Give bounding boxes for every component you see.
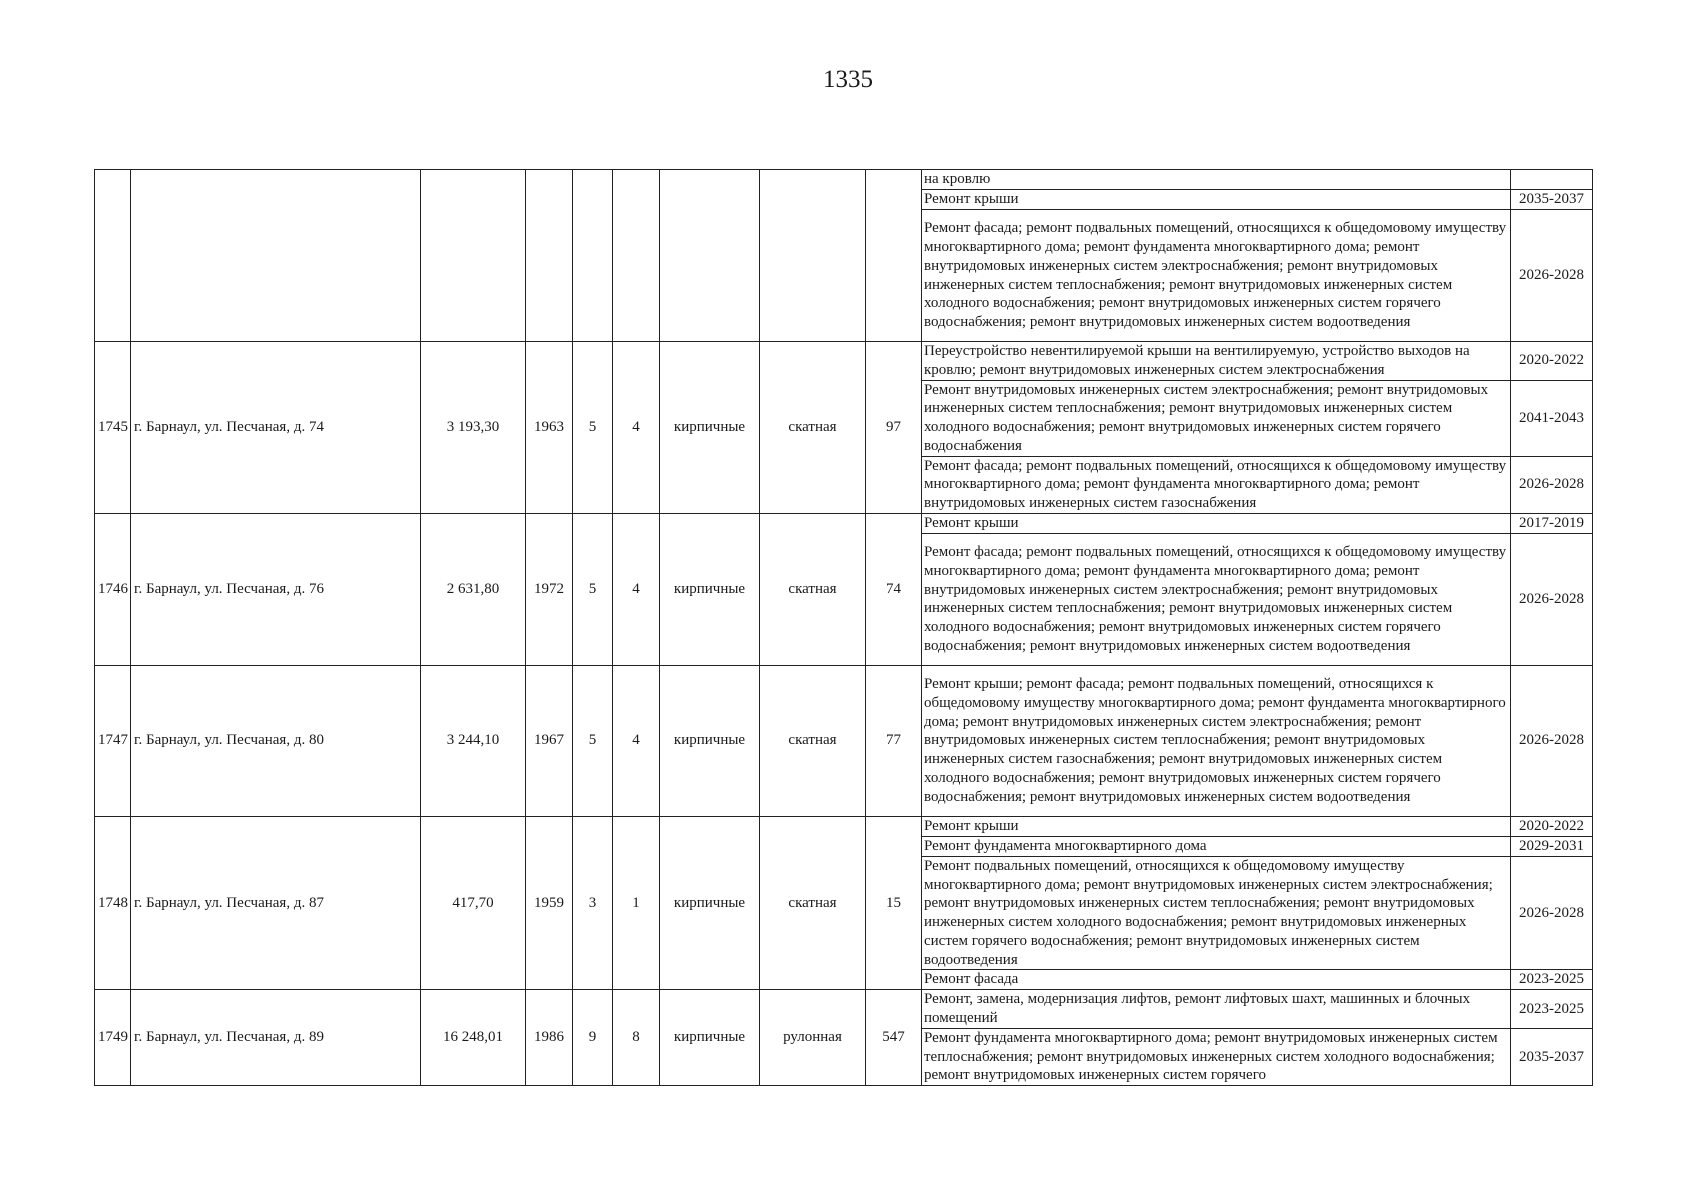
total-area: 417,70 xyxy=(421,816,526,990)
work-period: 2017-2019 xyxy=(1511,513,1593,533)
work-description: Ремонт фасада; ремонт подвальных помещений, относящихся к общедомовому имуществу многоквартирного дома; ремонт фундамента многоквартирного дома; ремонт внутридомовых инженерных систем газоснабжения xyxy=(922,456,1511,513)
floors: 5 xyxy=(573,665,613,816)
residents: 547 xyxy=(866,990,922,1086)
wall-material: кирпичные xyxy=(660,342,760,514)
work-period: 2029-2031 xyxy=(1511,836,1593,856)
work-description: Переустройство невентилируемой крыши на вентилируемую, устройство выходов на кровлю; ремонт внутридомовых инженерных систем электроснабжения xyxy=(922,342,1511,381)
row-number: 1749 xyxy=(95,990,131,1086)
table-row xyxy=(95,816,1593,836)
work-description: Ремонт крыши xyxy=(922,816,1511,836)
entrances: 1 xyxy=(613,816,660,990)
work-period: 2023-2025 xyxy=(1511,970,1593,990)
work-period: 2035-2037 xyxy=(1511,190,1593,210)
work-period: 2023-2025 xyxy=(1511,990,1593,1029)
work-description: Ремонт фасада; ремонт подвальных помещений, относящихся к общедомовому имуществу многоквартирного дома; ремонт фундамента многоквартирного дома; ремонт внутридомовых инженерных систем электроснабжения; ремонт внутридомовых инженерных систем теплоснабжения; ремонт внутридомовых инженерных систем холодного водоснабжения; ремонт внутридомовых инженерных систем горячего водоснабжения; ремонт внутридомовых инженерных систем водоотведения xyxy=(922,210,1511,342)
work-period: 2026-2028 xyxy=(1511,456,1593,513)
entrances: 4 xyxy=(613,513,660,665)
roof-type: рулонная xyxy=(760,990,866,1086)
floors: 3 xyxy=(573,816,613,990)
table-row xyxy=(95,990,1593,1029)
total-area: 16 248,01 xyxy=(421,990,526,1086)
build-year: 1972 xyxy=(526,513,573,665)
work-period: 2026-2028 xyxy=(1511,665,1593,816)
work-description: Ремонт фасада; ремонт подвальных помещений, относящихся к общедомовому имуществу многоквартирного дома; ремонт фундамента многоквартирного дома; ремонт внутридомовых инженерных систем электроснабжения; ремонт внутридомовых инженерных систем теплоснабжения; ремонт внутридомовых инженерных систем холодного водоснабжения; ремонт внутридомовых инженерных систем горячего водоснабжения; ремонт внутридомовых инженерных систем водоотведения xyxy=(922,533,1511,665)
address: г. Барнаул, ул. Песчаная, д. 76 xyxy=(131,513,421,665)
floors: 5 xyxy=(573,513,613,665)
work-period: 2041-2043 xyxy=(1511,380,1593,456)
work-period: 2020-2022 xyxy=(1511,342,1593,381)
work-description: Ремонт внутридомовых инженерных систем электроснабжения; ремонт внутридомовых инженерных систем теплоснабжения; ремонт внутридомовых инженерных систем холодного водоснабжения; ремонт внутридомовых инженерных систем горячего водоснабжения xyxy=(922,380,1511,456)
roof-type: скатная xyxy=(760,513,866,665)
entrances: 8 xyxy=(613,990,660,1086)
address: г. Барнаул, ул. Песчаная, д. 89 xyxy=(131,990,421,1086)
work-description: на кровлю xyxy=(922,170,1511,190)
table-row xyxy=(95,665,1593,816)
address: г. Барнаул, ул. Песчаная, д. 87 xyxy=(131,816,421,990)
total-area: 3 244,10 xyxy=(421,665,526,816)
residents: 15 xyxy=(866,816,922,990)
table-row xyxy=(95,170,1593,190)
row-number: 1746 xyxy=(95,513,131,665)
wall-material: кирпичные xyxy=(660,816,760,990)
row-number: 1747 xyxy=(95,665,131,816)
row-number: 1748 xyxy=(95,816,131,990)
build-year: 1967 xyxy=(526,665,573,816)
wall-material: кирпичные xyxy=(660,665,760,816)
floors: 9 xyxy=(573,990,613,1086)
work-description: Ремонт подвальных помещений, относящихся к общедомовому имуществу многоквартирного дома; ремонт внутридомовых инженерных систем электроснабжения; ремонт внутридомовых инженерных систем теплоснабжения; ремонт внутридомовых инженерных систем холодного водоснабжения; ремонт внутридомовых инженерных систем горячего водоснабжения; ремонт внутридомовых инженерных систем водоотведения xyxy=(922,856,1511,970)
work-description: Ремонт фасада xyxy=(922,970,1511,990)
page-number: 1335 xyxy=(823,66,873,93)
table-row xyxy=(95,342,1593,381)
table-row xyxy=(95,513,1593,533)
housing-repair-table xyxy=(94,169,1593,1086)
row-number: 1745 xyxy=(95,342,131,514)
work-description: Ремонт крыши xyxy=(922,513,1511,533)
roof-type: скатная xyxy=(760,816,866,990)
work-description: Ремонт, замена, модернизация лифтов, ремонт лифтовых шахт, машинных и блочных помещений xyxy=(922,990,1511,1029)
work-period: 2020-2022 xyxy=(1511,816,1593,836)
address: г. Барнаул, ул. Песчаная, д. 80 xyxy=(131,665,421,816)
work-description: Ремонт фундамента многоквартирного дома xyxy=(922,836,1511,856)
work-period xyxy=(1511,170,1593,190)
work-period: 2026-2028 xyxy=(1511,210,1593,342)
total-area: 3 193,30 xyxy=(421,342,526,514)
build-year: 1963 xyxy=(526,342,573,514)
work-period: 2035-2037 xyxy=(1511,1028,1593,1085)
build-year: 1959 xyxy=(526,816,573,990)
entrances: 4 xyxy=(613,342,660,514)
entrances: 4 xyxy=(613,665,660,816)
roof-type: скатная xyxy=(760,342,866,514)
wall-material: кирпичные xyxy=(660,990,760,1086)
work-description: Ремонт крыши xyxy=(922,190,1511,210)
residents: 97 xyxy=(866,342,922,514)
total-area: 2 631,80 xyxy=(421,513,526,665)
address-cell xyxy=(131,170,421,342)
work-description: Ремонт крыши; ремонт фасада; ремонт подвальных помещений, относящихся к общедомовому имуществу многоквартирного дома; ремонт фундамента многоквартирного дома; ремонт внутридомовых инженерных систем электроснабжения; ремонт внутридомовых инженерных систем теплоснабжения; ремонт внутридомовых инженерных систем газоснабжения; ремонт внутридомовых инженерных систем холодного водоснабжения; ремонт внутридомовых инженерных систем горячего водоснабжения; ремонт внутридомовых инженерных систем водоотведения xyxy=(922,665,1511,816)
residents: 77 xyxy=(866,665,922,816)
row-number-cell xyxy=(95,170,131,342)
floors: 5 xyxy=(573,342,613,514)
work-period: 2026-2028 xyxy=(1511,533,1593,665)
work-description: Ремонт фундамента многоквартирного дома; ремонт внутридомовых инженерных систем теплоснабжения; ремонт внутридомовых инженерных систем холодного водоснабжения; ремонт внутридомовых инженерных систем горячего xyxy=(922,1028,1511,1085)
address: г. Барнаул, ул. Песчаная, д. 74 xyxy=(131,342,421,514)
wall-material: кирпичные xyxy=(660,513,760,665)
work-period: 2026-2028 xyxy=(1511,856,1593,970)
build-year: 1986 xyxy=(526,990,573,1086)
roof-type: скатная xyxy=(760,665,866,816)
residents: 74 xyxy=(866,513,922,665)
